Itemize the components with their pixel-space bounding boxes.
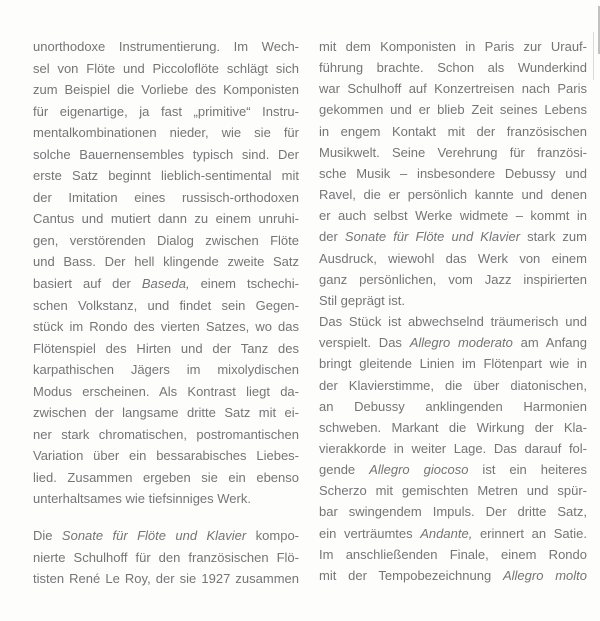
text-line <box>33 547 299 569</box>
page-edge-line <box>593 32 594 80</box>
text-line <box>33 58 299 80</box>
text-line <box>33 36 299 58</box>
text-segment: erste Satz beginnt lieblich-sentimental mit <box>33 168 299 184</box>
text-line <box>33 316 299 338</box>
text-line <box>319 565 587 586</box>
text-line <box>319 396 587 417</box>
text-segment: für eigenartige, ja fast „primitive“ Instru- <box>33 103 299 119</box>
text-line <box>33 402 299 424</box>
text-segment: war Schulhoff auf Konzertreisen nach Paris <box>319 81 587 97</box>
text-segment: Stil geprägt ist. <box>319 292 405 308</box>
text-segment: mit der Tempobezeichnung <box>319 567 503 583</box>
text-line <box>319 99 587 120</box>
text-line <box>33 187 299 209</box>
text-line <box>33 144 299 166</box>
text-line <box>33 488 299 510</box>
text-line <box>319 248 587 269</box>
text-line <box>319 121 587 142</box>
italic-text-segment: Sonate für Flöte und Klavier <box>344 229 521 245</box>
text-segment: erinnert an Satie. <box>472 525 588 541</box>
text-line <box>319 269 587 290</box>
text-line <box>33 568 299 590</box>
text-line <box>319 163 587 184</box>
text-line <box>33 525 299 547</box>
text-line <box>33 165 299 187</box>
text-segment: mit dem Komponisten in Paris zur Urauf- <box>319 39 587 54</box>
text-segment: führung brachte. Schon als Wunderkind <box>319 60 587 76</box>
text-segment: kompo- <box>246 528 300 544</box>
text-segment: nierte Schulhoff für den französischen Flö- <box>33 549 299 565</box>
text-segment: sel von Flöte und Piccoloflöte schlägt sich <box>33 60 299 76</box>
text-segment: unterhaltsames wie tiefsinniges Werk. <box>33 491 251 507</box>
italic-text-segment: Allegro giocoso <box>369 462 469 478</box>
text-line <box>33 381 299 403</box>
text-column-left <box>33 36 299 590</box>
text-segment: einem tschechi- <box>189 276 299 292</box>
text-segment: schen Volkstanz, und findet sein Gegen- <box>33 297 299 313</box>
paragraph <box>33 36 299 510</box>
text-segment: schweben. Markant die Wirkung der Kla- <box>319 419 587 435</box>
text-line <box>33 338 299 360</box>
text-line <box>319 501 587 522</box>
text-segment: gekommen und er blieb Zeit seines Lebens <box>319 102 587 118</box>
text-line <box>319 57 587 78</box>
italic-text-segment: Sonate für Flöte und Klavier <box>61 528 247 544</box>
text-segment: der Imitation eines russisch-orthodoxen <box>33 189 299 205</box>
text-segment: sche Musik – insbesondere Debussy und <box>319 165 587 181</box>
text-column-right <box>319 36 587 586</box>
text-line <box>319 290 587 311</box>
text-segment: Musikwelt. Seine Verehrung für französi- <box>319 144 587 160</box>
text-segment: Im anschließenden Finale, einem Rondo <box>319 546 587 562</box>
text-segment: Ausdruck, wiewohl das Werk von einem <box>319 250 587 266</box>
italic-text-segment: Andante, <box>420 525 473 541</box>
text-line <box>319 459 587 480</box>
text-segment: er auch selbst Werke widmete – kommt in <box>319 208 587 224</box>
paragraph <box>319 36 587 311</box>
text-segment: Ravel, die er persönlich kannte und denen <box>319 187 587 203</box>
text-line <box>319 184 587 205</box>
text-segment: der Klavierstimme, die über diatonischen, <box>319 377 587 393</box>
text-line <box>33 122 299 144</box>
text-line <box>319 205 587 226</box>
text-line <box>319 438 587 459</box>
text-segment: und Bass. Der hell klingende zweite Satz <box>33 254 299 270</box>
text-segment: ein verträumtes <box>319 525 421 541</box>
text-line <box>33 359 299 381</box>
text-line <box>33 273 299 295</box>
text-segment: unorthodoxe Instrumentierung. Im Wech- <box>33 39 299 54</box>
paragraph <box>319 311 587 586</box>
text-line <box>33 101 299 123</box>
text-line <box>319 142 587 163</box>
text-segment: vierakkorde in weiter Lage. Das darauf fol- <box>319 440 587 456</box>
text-line <box>319 78 587 99</box>
text-segment: bar swingendem Impuls. Der dritte Satz, <box>319 504 587 520</box>
text-segment: solche Bauernensembles typisch sind. Der <box>33 146 299 162</box>
text-segment: ner stark chromatischen, postromantischen <box>33 426 299 442</box>
text-segment: zwischen der langsame dritte Satz mit ei- <box>33 405 299 421</box>
text-segment: Modus erscheinen. Als Kontrast liegt da- <box>33 383 299 399</box>
text-line <box>319 417 587 438</box>
text-segment: am Anfang <box>512 335 587 351</box>
text-segment: Scherzo mit gemischten Metren und spür- <box>319 483 587 499</box>
text-segment: in engem Kontakt mit der französischen <box>319 123 587 139</box>
text-line <box>33 424 299 446</box>
text-segment: ist ein heiteres <box>468 462 588 478</box>
italic-text-segment: Baseda, <box>141 276 190 292</box>
text-line <box>33 467 299 489</box>
text-line <box>319 544 587 565</box>
text-segment: lied. Zusammen ergeben sie ein ebenso <box>33 469 299 485</box>
text-segment: Flötenspiel des Hirten und der Tanz des <box>33 340 299 356</box>
text-line <box>319 332 587 353</box>
text-line <box>319 353 587 374</box>
text-line <box>319 480 587 501</box>
text-segment: stück im Rondo des vierten Satzes, wo das <box>33 319 299 335</box>
text-line <box>319 36 587 57</box>
text-line <box>319 375 587 396</box>
text-segment: Cantus und mutiert dann zu einem unruhi- <box>33 211 299 227</box>
text-segment: gen, verstörenden Dialog zwischen Flöte <box>33 232 299 248</box>
text-segment: karpathischen Jägers im mixolydischen <box>33 362 299 378</box>
text-line <box>33 208 299 230</box>
text-segment: mentalkombinationen nieder, wie sie für <box>33 125 299 141</box>
text-segment: tisten René Le Roy, der sie 1927 zusammen <box>33 571 299 587</box>
text-line <box>319 226 587 247</box>
paragraph <box>33 525 299 590</box>
text-line <box>33 295 299 317</box>
text-segment: Die <box>33 528 62 544</box>
text-line <box>319 311 587 332</box>
text-line <box>33 79 299 101</box>
text-segment: gende <box>319 462 370 478</box>
text-segment: Das Stück ist abwechselnd träumerisch und <box>319 314 587 330</box>
italic-text-segment: Allegro moderato <box>409 335 513 351</box>
text-segment: stark zum <box>520 229 587 245</box>
text-segment: basiert auf der <box>33 276 142 292</box>
text-line <box>33 251 299 273</box>
text-line <box>319 523 587 544</box>
text-segment: zum Beispiel die Vorliebe des Komponisten <box>33 82 299 98</box>
text-segment: an Debussy anklingenden Harmonien <box>319 398 587 414</box>
text-segment: bringt gleitende Linien im Flötenpart wie in <box>319 356 587 372</box>
italic-text-segment: Allegro molto <box>502 567 587 583</box>
text-segment: Variation über ein bessarabisches Liebes- <box>33 448 299 464</box>
text-segment: ganz persönlichen, vom Jazz inspirierten <box>319 271 587 287</box>
text-line <box>33 230 299 252</box>
text-segment: verspielt. Das <box>319 335 410 351</box>
text-line <box>33 445 299 467</box>
text-segment: der <box>319 229 345 245</box>
